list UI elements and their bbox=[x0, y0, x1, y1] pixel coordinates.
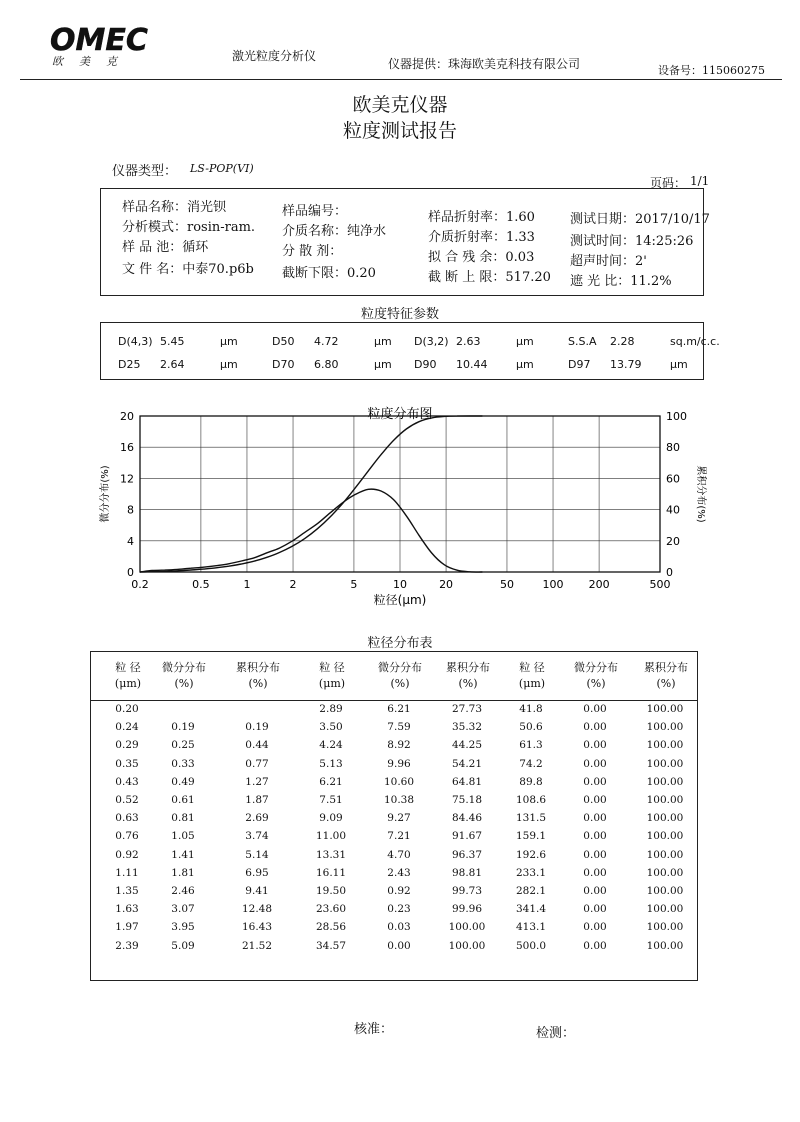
instrument-type-value: LS-POP(VI) bbox=[190, 162, 254, 175]
param-2-4-value: 13.79 bbox=[610, 358, 642, 371]
param-2-4-unit: μm bbox=[670, 358, 688, 371]
table-cell-r4-c3: 0.77 bbox=[245, 757, 269, 770]
table-cell-r3-c4: 4.24 bbox=[319, 739, 343, 752]
table-cell-r5-c9: 100.00 bbox=[646, 775, 684, 788]
y-right-tick-label-5: 100 bbox=[666, 410, 687, 423]
table-header-4-line1: 粒 径 bbox=[319, 661, 345, 674]
table-cell-r6-c5: 10.38 bbox=[383, 794, 415, 806]
x-tick-label-4: 5 bbox=[350, 578, 358, 591]
table-cell-r10-c1: 1.11 bbox=[115, 866, 139, 879]
x-tick-label-0: 0.2 bbox=[131, 578, 149, 591]
table-cell-r8-c5: 7.21 bbox=[387, 830, 411, 843]
table-cell-r3-c2: 0.25 bbox=[171, 739, 195, 752]
table-cell-r2-c9: 100.00 bbox=[646, 721, 684, 734]
table-header-8-line2: (%) bbox=[586, 677, 606, 690]
table-cell-r11-c8: 0.00 bbox=[583, 885, 607, 897]
table-cell-r13-c4: 28.56 bbox=[315, 921, 347, 934]
table-header-6-line2: (%) bbox=[458, 677, 478, 690]
table-cell-r13-c6: 100.00 bbox=[448, 921, 486, 934]
param-2-2-unit: μm bbox=[374, 358, 392, 371]
table-cell-r12-c5: 0.23 bbox=[387, 903, 411, 916]
table-cell-r4-c1: 0.35 bbox=[115, 757, 139, 770]
table-cell-r11-c9: 100.00 bbox=[646, 885, 684, 897]
params-section-title: 粒度特征参数 bbox=[360, 307, 439, 322]
inspect-label: 检测： bbox=[536, 1026, 576, 1041]
table-header-3-line1: 累积分布 bbox=[236, 661, 280, 674]
table-cell-r3-c3: 0.44 bbox=[245, 739, 269, 752]
x-tick-label-9: 200 bbox=[588, 578, 610, 591]
y-left-tick-label-3: 12 bbox=[120, 472, 134, 486]
table-cell-r3-c6: 44.25 bbox=[451, 739, 483, 752]
omec-logo bbox=[48, 24, 168, 68]
table-cell-r4-c8: 0.00 bbox=[583, 757, 607, 770]
table-cell-r10-c2: 1.81 bbox=[171, 866, 195, 879]
provider: 仪器提供：珠海欧美克科技有限公司 bbox=[388, 57, 581, 71]
x-tick-label-1: 0.5 bbox=[192, 578, 210, 591]
table-header-2-line2: (%) bbox=[174, 677, 194, 690]
table-cell-r6-c4: 7.51 bbox=[319, 794, 343, 806]
table-cell-r13-c2: 3.95 bbox=[171, 921, 195, 934]
x-tick-label-7: 50 bbox=[499, 578, 514, 591]
table-cell-r12-c2: 3.07 bbox=[171, 903, 195, 916]
table-cell-r6-c2: 0.61 bbox=[171, 794, 195, 806]
table-cell-r3-c1: 0.29 bbox=[115, 739, 139, 752]
cumulative-curve bbox=[140, 416, 482, 572]
table-cell-r10-c7: 233.1 bbox=[515, 866, 547, 879]
table-cell-r7-c5: 9.27 bbox=[387, 812, 411, 825]
table-cell-r3-c7: 61.3 bbox=[519, 739, 543, 752]
table-cell-r10-c4: 16.11 bbox=[315, 866, 347, 879]
table-header-5-line2: (%) bbox=[390, 677, 410, 690]
table-cell-r9-c2: 1.41 bbox=[171, 848, 195, 861]
table-cell-r12-c9: 100.00 bbox=[646, 903, 684, 916]
table-cell-r13-c9: 100.00 bbox=[646, 921, 684, 934]
table-cell-r8-c9: 100.00 bbox=[646, 830, 684, 843]
param-2-3-unit: μm bbox=[516, 358, 534, 371]
table-cell-r9-c1: 0.92 bbox=[115, 848, 139, 861]
table-header-2-line1: 微分分布 bbox=[162, 661, 206, 674]
test-date: 测试日期：2017/10/17 bbox=[570, 212, 710, 227]
param-1-1-label: D(4,3) bbox=[118, 335, 153, 348]
y-left-tick-label-2: 8 bbox=[127, 503, 134, 517]
table-cell-r3-c5: 8.92 bbox=[387, 739, 411, 752]
table-cell-r7-c9: 100.00 bbox=[646, 812, 684, 825]
y-right-tick-label-3: 60 bbox=[666, 472, 680, 486]
table-cell-r9-c6: 96.37 bbox=[451, 848, 483, 861]
file-name: 文 件 名：中泰70.p6b bbox=[122, 262, 254, 277]
page-label: 页码： bbox=[650, 176, 687, 190]
table-cell-r14-c4: 34.57 bbox=[315, 939, 347, 952]
table-header-8 bbox=[556, 660, 636, 692]
lower-limit: 截断下限：0.20 bbox=[282, 266, 376, 281]
sample-name: 样品名称：消光钡 bbox=[122, 200, 227, 215]
fit-residual: 拟 合 残 余：0.03 bbox=[428, 250, 535, 265]
report-title-line1: 欧美克仪器 bbox=[352, 94, 448, 116]
table-header-8-line1: 微分分布 bbox=[574, 661, 618, 674]
table-cell-r1-c1: 0.20 bbox=[115, 703, 139, 715]
x-tick-label-6: 20 bbox=[439, 578, 454, 591]
table-cell-r8-c1: 0.76 bbox=[115, 830, 139, 843]
table-cell-r9-c9: 100.00 bbox=[646, 848, 684, 861]
sample-refractive-index: 样品折射率：1.60 bbox=[428, 210, 535, 225]
table-cell-r1-c6: 27.73 bbox=[451, 703, 483, 715]
x-tick-label-5: 10 bbox=[393, 578, 407, 591]
table-cell-r4-c7: 74.2 bbox=[519, 757, 543, 770]
table-cell-r14-c9: 100.00 bbox=[646, 939, 684, 952]
table-cell-r7-c4: 9.09 bbox=[319, 812, 343, 825]
table-cell-r4-c4: 5.13 bbox=[319, 757, 343, 770]
device-number: 设备号：115060275 bbox=[658, 64, 765, 77]
table-cell-r5-c2: 0.49 bbox=[171, 775, 195, 788]
medium-refractive-index: 介质折射率：1.33 bbox=[428, 230, 535, 245]
table-cell-r11-c1: 1.35 bbox=[115, 885, 139, 897]
particle-distribution-chart bbox=[90, 400, 710, 620]
table-cell-r8-c7: 159.1 bbox=[515, 830, 547, 843]
y-right-tick-label-0: 0 bbox=[666, 566, 673, 579]
table-cell-r2-c3: 0.19 bbox=[245, 721, 269, 734]
table-cell-r11-c3: 9.41 bbox=[245, 885, 269, 897]
table-cell-r6-c7: 108.6 bbox=[515, 794, 547, 806]
param-2-3-label: D90 bbox=[414, 358, 437, 371]
table-cell-r10-c5: 2.43 bbox=[387, 866, 411, 879]
table-cell-r6-c1: 0.52 bbox=[115, 794, 139, 806]
table-cell-r1-c5: 6.21 bbox=[387, 703, 411, 715]
param-2-1-label: D25 bbox=[118, 358, 141, 371]
table-cell-r8-c2: 1.05 bbox=[171, 830, 195, 843]
table-cell-r14-c3: 21.52 bbox=[241, 939, 273, 952]
param-1-3-label: D(3,2) bbox=[414, 335, 449, 348]
table-cell-r8-c8: 0.00 bbox=[583, 830, 607, 843]
y-left-tick-label-1: 4 bbox=[127, 534, 134, 548]
table-cell-r12-c4: 23.60 bbox=[315, 903, 347, 916]
y-left-tick-label-5: 20 bbox=[120, 410, 134, 423]
obscuration: 遮 光 比：11.2% bbox=[570, 274, 672, 289]
table-cell-r5-c1: 0.43 bbox=[115, 775, 139, 788]
logo-subtext: 欧美克 bbox=[52, 55, 133, 68]
table-cell-r11-c2: 2.46 bbox=[171, 885, 195, 897]
table-cell-r2-c1: 0.24 bbox=[115, 721, 139, 734]
table-cell-r13-c8: 0.00 bbox=[583, 921, 607, 934]
table-header-rule bbox=[90, 700, 698, 701]
table-cell-r7-c6: 84.46 bbox=[451, 812, 483, 825]
table-cell-r10-c3: 6.95 bbox=[245, 866, 269, 879]
table-cell-r10-c8: 0.00 bbox=[583, 866, 607, 879]
table-cell-r7-c2: 0.81 bbox=[171, 812, 195, 825]
table-cell-r1-c7: 41.8 bbox=[519, 703, 543, 715]
y-left-tick-label-4: 16 bbox=[120, 441, 134, 455]
table-cell-r8-c3: 3.74 bbox=[245, 830, 269, 843]
param-1-4-label: S.S.A bbox=[568, 335, 597, 348]
differential-curve bbox=[140, 489, 482, 572]
table-header-7-line2: (μm) bbox=[518, 677, 546, 690]
param-2-2-label: D70 bbox=[272, 358, 295, 371]
table-cell-r12-c6: 99.96 bbox=[451, 903, 483, 916]
x-axis-label: 粒径(μm) bbox=[373, 593, 427, 607]
table-header-3-line2: (%) bbox=[248, 677, 268, 690]
table-cell-r13-c5: 0.03 bbox=[387, 921, 411, 934]
table-cell-r6-c8: 0.00 bbox=[583, 794, 607, 806]
sample-cell: 样 品 池：循环 bbox=[122, 240, 209, 255]
logo-text: OMEC bbox=[50, 24, 148, 58]
table-cell-r8-c4: 11.00 bbox=[315, 830, 347, 843]
table-header-7-line1: 粒 径 bbox=[519, 661, 545, 674]
table-cell-r2-c4: 3.50 bbox=[319, 721, 343, 734]
table-cell-r10-c9: 100.00 bbox=[646, 866, 684, 879]
table-cell-r11-c6: 99.73 bbox=[451, 885, 483, 897]
table-cell-r5-c8: 0.00 bbox=[583, 775, 607, 788]
table-cell-r12-c7: 341.4 bbox=[515, 903, 547, 916]
table-header-9-line2: (%) bbox=[656, 677, 676, 690]
table-header-9-line1: 累积分布 bbox=[644, 661, 688, 674]
page-value: 1/1 bbox=[690, 174, 710, 188]
table-cell-r14-c2: 5.09 bbox=[171, 939, 195, 952]
x-tick-label-2: 1 bbox=[243, 578, 251, 591]
x-tick-label-8: 100 bbox=[542, 578, 564, 591]
approve-label: 核准： bbox=[354, 1022, 394, 1037]
y-right-tick-label-1: 20 bbox=[666, 534, 680, 548]
table-cell-r7-c1: 0.63 bbox=[115, 812, 139, 825]
instrument-type-label: 仪器类型： bbox=[112, 164, 178, 179]
table-cell-r6-c3: 1.87 bbox=[245, 794, 269, 806]
table-cell-r14-c7: 500.0 bbox=[515, 939, 547, 952]
table-cell-r5-c4: 6.21 bbox=[319, 775, 343, 788]
table-header-5-line1: 微分分布 bbox=[378, 661, 422, 674]
params-box bbox=[100, 322, 704, 380]
y-right-tick-label-4: 80 bbox=[666, 441, 680, 455]
chart-title: 粒度分布图 bbox=[367, 407, 433, 422]
param-2-4-label: D97 bbox=[568, 358, 591, 371]
table-header-2 bbox=[144, 660, 224, 692]
upper-limit: 截 断 上 限：517.20 bbox=[428, 270, 551, 285]
table-header-1-line1: 粒 径 bbox=[115, 661, 141, 674]
param-1-2-unit: μm bbox=[374, 335, 392, 348]
table-cell-r9-c7: 192.6 bbox=[515, 848, 547, 861]
report-title-line2: 粒度测试报告 bbox=[342, 120, 457, 142]
param-1-2-value: 4.72 bbox=[314, 335, 339, 348]
y-left-tick-label-0: 0 bbox=[127, 566, 134, 579]
table-cell-r4-c6: 54.21 bbox=[451, 757, 483, 770]
dispersant: 分 散 剂： bbox=[282, 244, 343, 259]
table-cell-r11-c5: 0.92 bbox=[387, 885, 411, 897]
table-header-1-line2: (μm) bbox=[114, 677, 142, 690]
table-cell-r12-c1: 1.63 bbox=[115, 903, 139, 916]
param-1-1-value: 5.45 bbox=[160, 335, 185, 348]
table-cell-r2-c6: 35.32 bbox=[451, 721, 483, 734]
sample-number: 样品编号： bbox=[282, 204, 348, 219]
table-cell-r5-c7: 89.8 bbox=[519, 775, 543, 788]
table-cell-r2-c2: 0.19 bbox=[171, 721, 195, 734]
table-cell-r1-c4: 2.89 bbox=[319, 703, 343, 715]
table-cell-r9-c8: 0.00 bbox=[583, 848, 607, 861]
table-cell-r3-c9: 100.00 bbox=[646, 739, 684, 752]
table-cell-r11-c4: 19.50 bbox=[315, 885, 347, 897]
table-cell-r5-c5: 10.60 bbox=[383, 775, 415, 788]
table-cell-r8-c6: 91.67 bbox=[451, 830, 483, 843]
param-1-4-unit: sq.m/c.c. bbox=[670, 335, 720, 348]
table-cell-r7-c7: 131.5 bbox=[515, 812, 547, 825]
table-cell-r13-c1: 1.97 bbox=[115, 921, 139, 934]
table-header-4-line2: (μm) bbox=[318, 677, 346, 690]
table-cell-r9-c3: 5.14 bbox=[245, 848, 269, 861]
param-2-3-value: 10.44 bbox=[456, 358, 488, 371]
table-header-3 bbox=[218, 660, 298, 692]
table-cell-r1-c9: 100.00 bbox=[646, 703, 684, 715]
table-cell-r7-c3: 2.69 bbox=[245, 812, 269, 825]
instrument-title: 激光粒度分析仪 bbox=[232, 49, 317, 63]
table-cell-r6-c9: 100.00 bbox=[646, 794, 684, 806]
table-cell-r14-c1: 2.39 bbox=[115, 939, 139, 952]
table-cell-r4-c5: 9.96 bbox=[387, 757, 411, 770]
table-cell-r14-c8: 0.00 bbox=[583, 939, 607, 952]
table-cell-r12-c8: 0.00 bbox=[583, 903, 607, 916]
table-cell-r12-c3: 12.48 bbox=[241, 903, 273, 916]
table-cell-r5-c6: 64.81 bbox=[451, 775, 483, 788]
param-2-2-value: 6.80 bbox=[314, 358, 339, 371]
y-right-axis-label: 累积分布(%) bbox=[695, 465, 706, 523]
table-header-6-line1: 累积分布 bbox=[446, 661, 490, 674]
param-2-1-value: 2.64 bbox=[160, 358, 185, 371]
table-cell-r5-c3: 1.27 bbox=[245, 775, 269, 788]
param-1-4-value: 2.28 bbox=[610, 335, 635, 348]
table-cell-r13-c7: 413.1 bbox=[515, 921, 547, 934]
table-cell-r4-c9: 100.00 bbox=[646, 757, 684, 770]
table-cell-r6-c6: 75.18 bbox=[451, 794, 483, 806]
param-1-2-label: D50 bbox=[272, 335, 295, 348]
y-left-axis-label: 微分分布(%) bbox=[100, 465, 111, 523]
ultrasonic-time: 超声时间：2' bbox=[570, 254, 647, 269]
medium-name: 介质名称：纯净水 bbox=[282, 224, 387, 239]
table-cell-r7-c8: 0.00 bbox=[583, 812, 607, 825]
table-cell-r14-c5: 0.00 bbox=[387, 939, 411, 952]
param-1-3-value: 2.63 bbox=[456, 335, 481, 348]
table-header-9 bbox=[626, 660, 706, 692]
analysis-mode: 分析模式：rosin-ram. bbox=[122, 220, 256, 235]
x-tick-label-3: 2 bbox=[289, 578, 297, 591]
table-cell-r1-c8: 0.00 bbox=[583, 703, 607, 715]
table-cell-r9-c4: 13.31 bbox=[315, 848, 347, 861]
table-cell-r11-c7: 282.1 bbox=[515, 885, 547, 897]
table-title: 粒径分布表 bbox=[367, 636, 433, 651]
x-tick-label-10: 500 bbox=[649, 578, 671, 591]
param-1-1-unit: μm bbox=[220, 335, 238, 348]
table-cell-r9-c5: 4.70 bbox=[387, 848, 411, 861]
param-2-1-unit: μm bbox=[220, 358, 238, 371]
table-cell-r14-c6: 100.00 bbox=[448, 939, 486, 952]
table-cell-r2-c7: 50.6 bbox=[519, 721, 543, 734]
param-1-3-unit: μm bbox=[516, 335, 534, 348]
table-cell-r2-c5: 7.59 bbox=[387, 721, 411, 734]
table-cell-r13-c3: 16.43 bbox=[241, 921, 273, 934]
table-cell-r10-c6: 98.81 bbox=[451, 866, 483, 879]
y-right-tick-label-2: 40 bbox=[666, 503, 680, 517]
test-time: 测试时间：14:25:26 bbox=[570, 234, 694, 249]
table-cell-r2-c8: 0.00 bbox=[583, 721, 607, 734]
header-rule bbox=[20, 79, 782, 80]
table-cell-r3-c8: 0.00 bbox=[583, 739, 607, 752]
table-cell-r4-c2: 0.33 bbox=[171, 757, 195, 770]
